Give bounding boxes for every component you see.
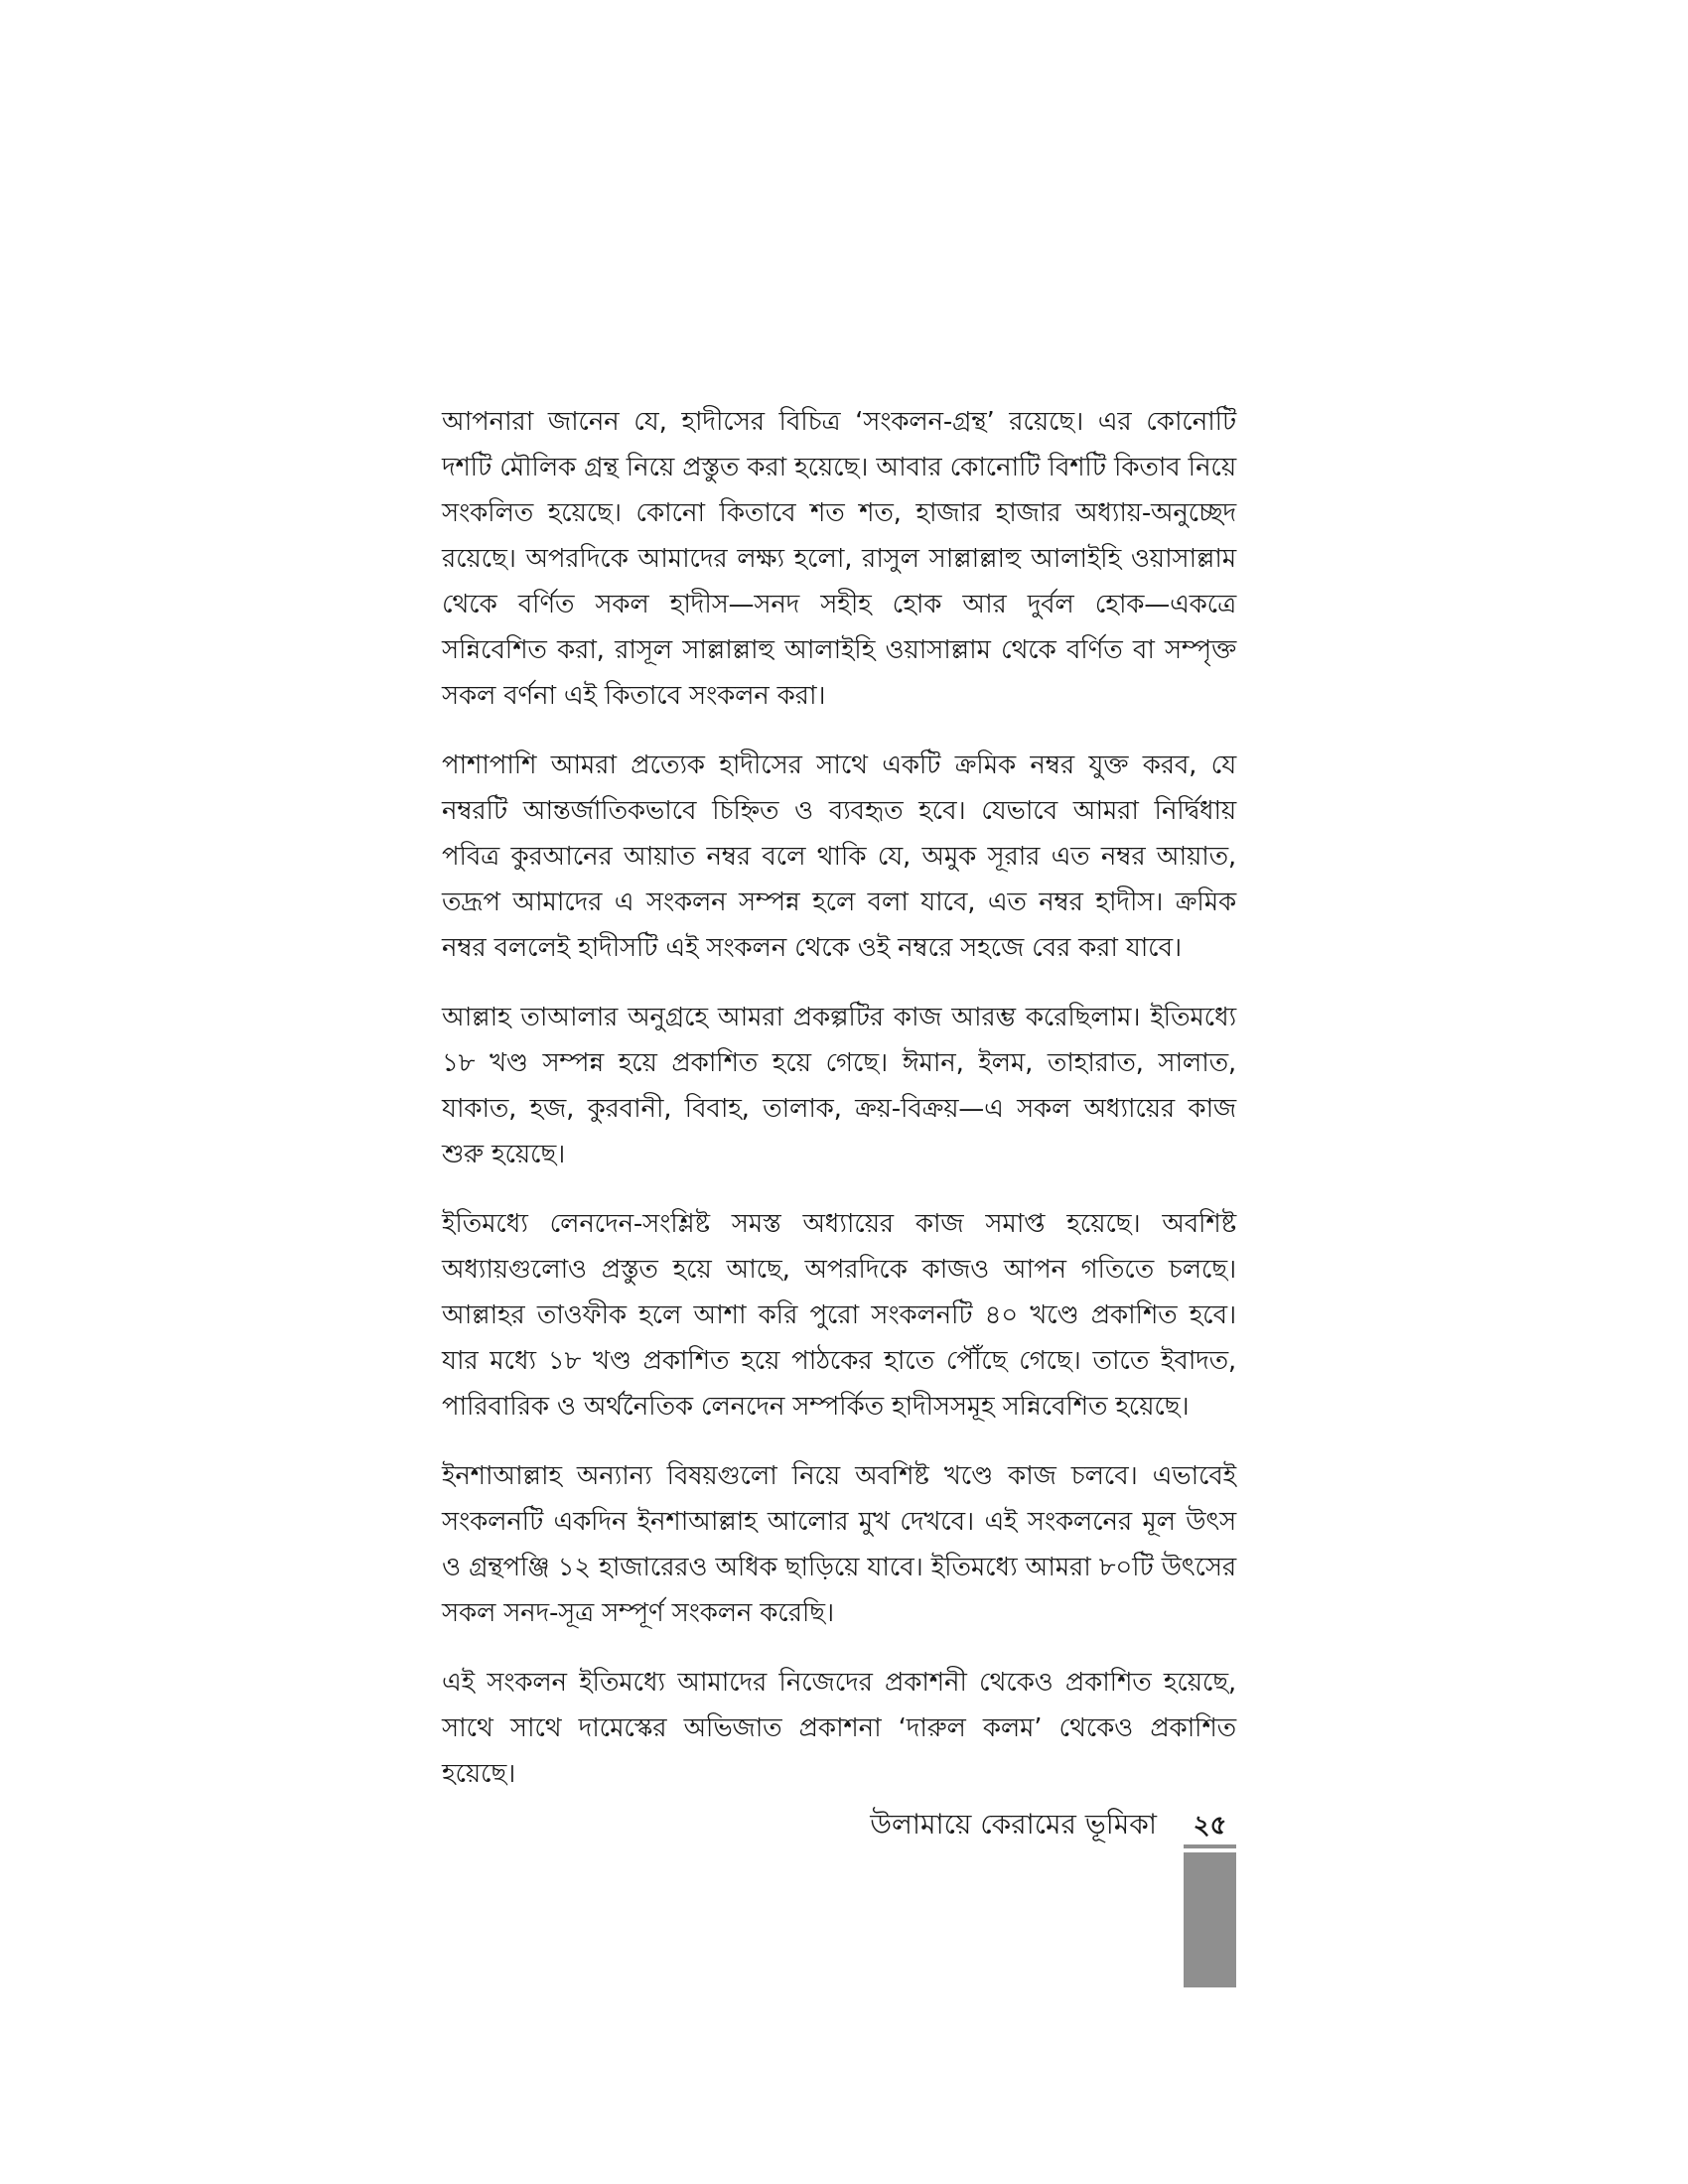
paragraph-6: এই সংকলন ইতিমধ্যে আমাদের নিজেদের প্রকাশনী থেকেও প্রকাশিত হয়েছে, সাথে সাথে দামেস্কের অভিজাত প্রকাশনা ‘দারুল কলম’ থেকেও প্রকাশিত হয়েছে। bbox=[442, 1668, 1236, 1789]
page-footer bbox=[442, 1805, 1236, 1864]
gray-thumb-tab bbox=[1184, 1852, 1236, 1987]
paragraph-1: আপনারা জানেন যে, হাদীসের বিচিত্র ‘সংকলন-গ্রন্থ’ রয়েছে। এর কোনোটি দশটি মৌলিক গ্রন্থ নিয়ে প্রস্তুত করা হয়েছে। আবার কোনোটি বিশটি কিতাব নিয়ে সংকলিত হয়েছে। কোনো কিতাবে শত শত, হাজার হাজার অধ্যায়-অনুচ্ছেদ রয়েছে। অপরদিকে আমাদের লক্ষ্য হলো, রাসুল সাল্লাল্লাহু আলাইহি ওয়াসাল্লাম থেকে বর্ণিত সকল হাদীস—সনদ সহীহ হোক আর দুর্বল হোক—একত্রে সন্নিবেশিত করা, রাসূল সাল্লাল্লাহু আলাইহি ওয়াসাল্লাম থেকে বর্ণিত বা সম্পৃক্ত সকল বর্ণনা এই কিতাবে সংকলন করা। bbox=[442, 407, 1236, 711]
paragraph-5: ইনশাআল্লাহ অন্যান্য বিষয়গুলো নিয়ে অবশিষ্ট খণ্ডে কাজ চলবে। এভাবেই সংকলনটি একদিন ইনশাআল্লাহ আলোর মুখ দেখবে। এই সংকলনের মূল উৎস ও গ্রন্থপঞ্জি ১২ হাজারেরও অধিক ছাড়িয়ে যাবে। ইতিমধ্যে আমরা ৮০টি উৎসের সকল সনদ-সূত্র সম্পূর্ণ সংকলন করেছি। bbox=[442, 1461, 1236, 1628]
paragraph-4: ইতিমধ্যে লেনদেন-সংশ্লিষ্ট সমস্ত অধ্যায়ের কাজ সমাপ্ত হয়েছে। অবশিষ্ট অধ্যায়গুলোও প্রস্তুত হয়ে আছে, অপরদিকে কাজও আপন গতিতে চলছে। আল্লাহর তাওফীক হলে আশা করি পুরো সংকলনটি ৪০ খণ্ডে প্রকাশিত হবে। যার মধ্যে ১৮ খণ্ড প্রকাশিত হয়ে পাঠকের হাতে পৌঁছে গেছে। তাতে ইবাদত, পারিবারিক ও অর্থনৈতিক লেনদেন সম্পর্কিত হাদীসসমূহ সন্নিবেশিত হয়েছে। bbox=[442, 1209, 1236, 1422]
running-title: উলামায়ে কেরামের ভূমিকা bbox=[870, 1808, 1157, 1841]
paragraph-3: আল্লাহ তাআলার অনুগ্রহে আমরা প্রকল্পটির কাজ আরম্ভ করেছিলাম। ইতিমধ্যে ১৮ খণ্ড সম্পন্ন হয়ে প্রকাশিত হয়ে গেছে। ঈমান, ইলম, তাহারাত, সালাত, যাকাত, হজ, কুরবানী, বিবাহ, তালাক, ক্রয়-বিক্রয়—এ সকল অধ্যায়ের কাজ শুরু হয়েছে। bbox=[442, 1003, 1236, 1169]
paragraph-2: পাশাপাশি আমরা প্রত্যেক হাদীসের সাথে একটি ক্রমিক নম্বর যুক্ত করব, যে নম্বরটি আন্তর্জাতিকভাবে চিহ্নিত ও ব্যবহৃত হবে। যেভাবে আমরা নির্দ্বিধায় পবিত্র কুরআনের আয়াত নম্বর বলে থাকি যে, অমুক সূরার এত নম্বর আয়াত, তদ্রূপ আমাদের এ সংকলন সম্পন্ন হলে বলা যাবে, এত নম্বর হাদীস। ক্রমিক নম্বর বললেই হাদীসটি এই সংকলন থেকে ওই নম্বরে সহজে বের করা যাবে। bbox=[442, 751, 1236, 963]
body-text bbox=[442, 399, 1236, 1821]
page-number-tab bbox=[1184, 1809, 1236, 1987]
page-number: ২৫ bbox=[1184, 1809, 1236, 1848]
